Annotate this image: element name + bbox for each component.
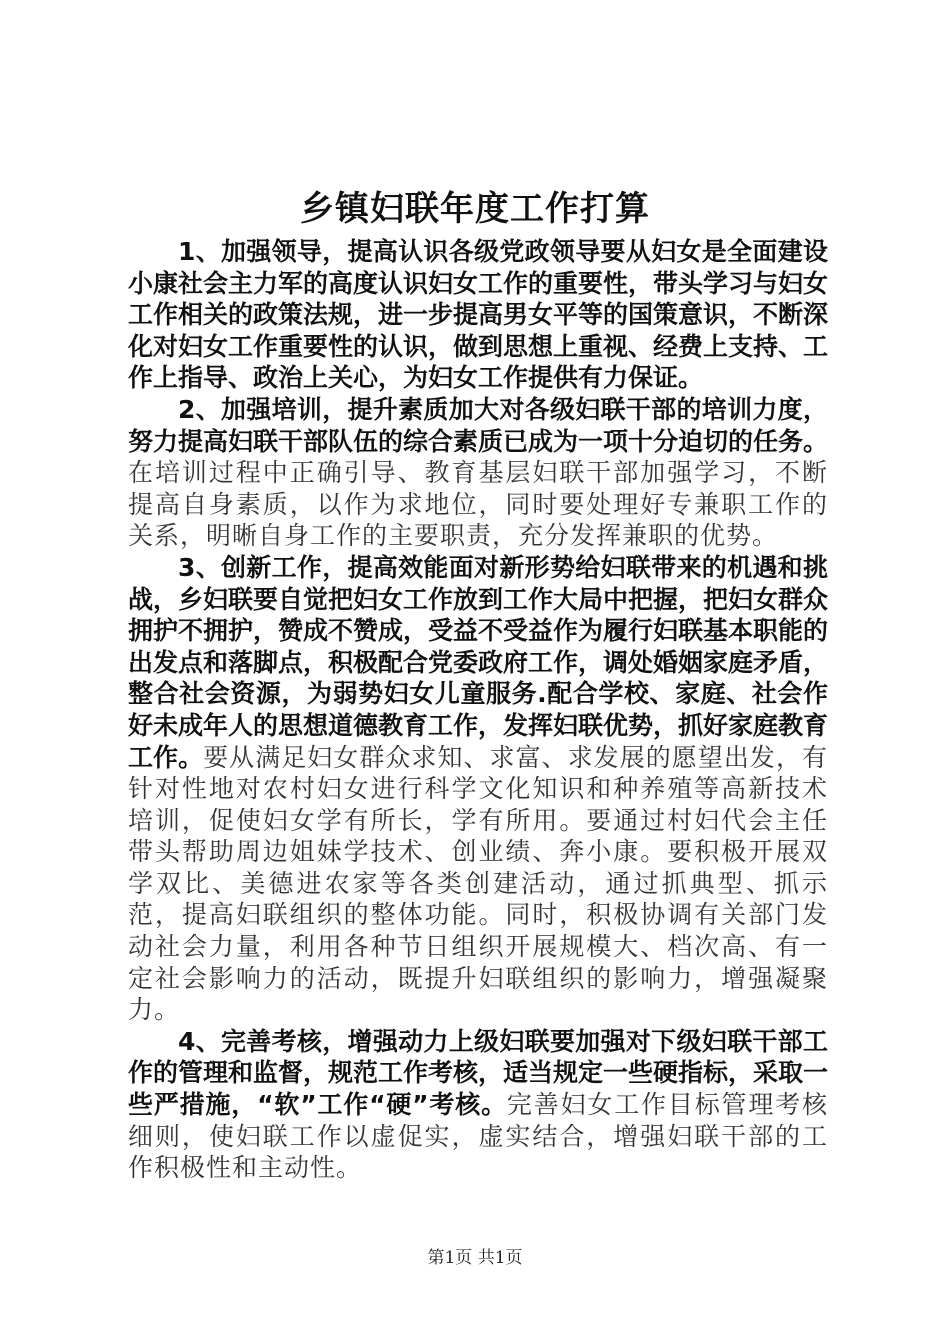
paragraph-1 [128, 236, 828, 394]
paragraph-3 [128, 552, 828, 1026]
paragraph-2-bold-text: 2、加强培训，提升素质加大对各级妇联干部的培训力度，努力提高妇联干部队伍的综合素质已成为一项十分迫切的任务。 [128, 394, 829, 456]
paragraph-4 [128, 1026, 828, 1184]
paragraph-4-light-text: 完善妇女工作目标管理考核细则，使妇联工作以虚促实，虚实结合，增强妇联干部的工作积极性和主动性。 [128, 1090, 828, 1183]
paragraph-2 [128, 394, 828, 552]
paragraph-3-bold-text: 3、创新工作，提高效能面对新形势给妇联带来的机遇和挑战，乡妇联要自觉把妇女工作放到工作大局中把握，把妇女群众拥护不拥护，赞成不赞成，受益不受益作为履行妇联基本职能的出发点和落脚点，积极配合党委政府工作，调处婚姻家庭矛盾，整合社会资源，为弱势妇女儿童服务.配合学校、家庭、社会作好未成年人的思想道德教育工作，发挥妇联优势，抓好家庭教育工作。 [128, 552, 829, 772]
paragraph-1-bold-text: 1、加强领导，提高认识各级党政领导要从妇女是全面建设小康社会主力军的高度认识妇女工作的重要性，带头学习与妇女工作相关的政策法规，进一步提高男女平等的国策意识，不断深化对妇女工作重要性的认识，做到思想上重视、经费上支持、工作上指导、政治上关心，为妇女工作提供有力保证。 [128, 237, 829, 393]
document-body [128, 236, 828, 1184]
paragraph-3-light-text: 要从满足妇女群众求知、求富、求发展的愿望出发，有针对性地对农村妇女进行科学文化知识和种养殖等高新技术培训，促使妇女学有所长，学有所用。要通过村妇代会主任带头帮助周边姐妹学技术、创业绩、奔小康。要积极开展双学双比、美德进农家等各类创建活动，通过抓典型、抓示范，提高妇联组织的整体功能。同时，积极协调有关部门发动社会力量，利用各种节日组织开展规模大、档次高、有一定社会影响力的活动，既提升妇联组织的影响力，增强凝聚力。 [128, 742, 828, 1025]
document-title: 乡镇妇联年度工作打算 [300, 189, 650, 229]
paragraph-4-bold-text: 4、完善考核，增强动力上级妇联要加强对下级妇联干部工作的管理和监督，规范工作考核，适当规定一些硬指标，采取一些严措施，“软”工作“硬”考核。 [128, 1026, 829, 1120]
page-footer: 第1页 共1页 [427, 1248, 523, 1268]
paragraph-2-light-text: 在培训过程中正确引导、教育基层妇联干部加强学习，不断提高自身素质，以作为求地位，同时要处理好专兼职工作的关系，明晰自身工作的主要职责，充分发挥兼职的优势。 [128, 458, 828, 551]
